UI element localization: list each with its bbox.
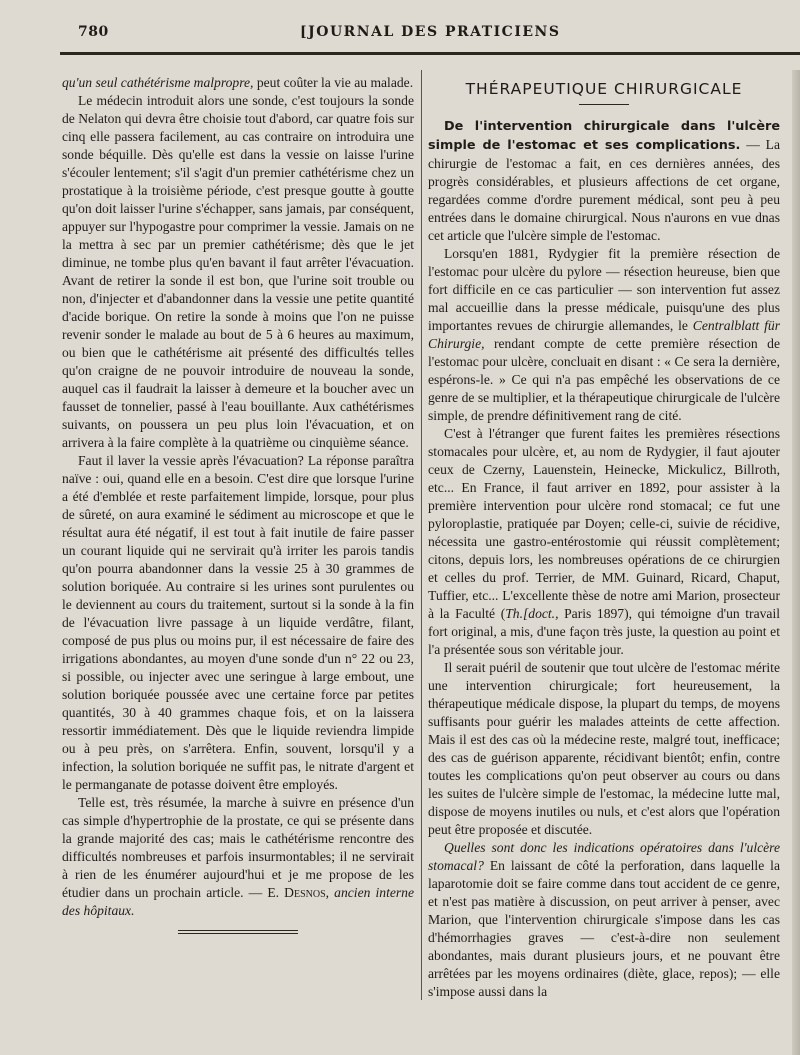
right-paragraph-4: Il serait puéril de soutenir que tout ulcère de l'estomac mérite une intervention chirurgicale; fort heureusement, la thérapeutique médicale dispose, la plupart du temps, de moyens suffisants pour guérir les malades atteints de cette affection. Mais il est des cas où la médecine reste, malgré tout, inefficace; des cas de guérison apparente, récidivant bientôt; enfin, contre toutes les complications qu'on peut observer au cours ou dans les suites de l'ulcère simple de l'estomac, la médecine lutte mal, dispose de moyens inutiles ou nuls, et c'est alors que l'opération peut être proposée et discutée.	[428, 660, 780, 837]
right-paragraph-5	[428, 839, 780, 1001]
right-p5-italic: Quelles sont donc les indications opératoires dans l'ulcère stomacal?	[428, 840, 780, 873]
page-edge-shadow	[792, 70, 800, 1055]
right-paragraph-2	[428, 245, 780, 425]
article-end-rule	[178, 930, 298, 934]
column-divider	[421, 70, 422, 1000]
left-paragraph-1	[62, 74, 414, 92]
journal-title: [JOURNAL DES PRATICIENS	[300, 24, 561, 40]
section-title-rule	[579, 104, 629, 105]
header-rule	[60, 52, 800, 55]
section-title: THÉRAPEUTIQUE CHIRURGICALE	[465, 80, 743, 98]
right-column	[428, 74, 780, 1001]
right-p3-a: C'est à l'étranger que furent faites les premières résections stomacales pour ulcère, et, au nom de Rydygier, il faut ajouter ceux de Czerny, Lauenstein, Heinecke, Mickulicz, Billroth, etc... En France, il faut arriver en 1892, pour assister à la première intervention pour ulcère rond stomacal; ce fut une pyloroplastie, pratiquée par Doyen; celle-ci, suivie de récidive, nécessita une gastro-entérostomie qui réussit complètement; citons, depuis lors, les nombreuses opérations de ce chirurgien et celles du prof. Terrier, de MM. Guinard, Ricard, Chaput, Tuffier, etc... L'excellente thèse de notre ami Marion, prosecteur à la Faculté (	[428, 426, 780, 621]
left-p4-text: Telle est, très résumée, la marche à suivre en présence d'un cas simple d'hypertrophie de la prostate, ce qui se présente dans la grande majorité des cas; mais le cathétérisme rencontre des difficultés nombreuses et parfois insurmontables; il ne servirait à rien de les énumérer aujourd'hui et je me propose de les étudier dans un prochain article. —	[62, 795, 414, 900]
right-p2-b: rendant compte de cette première résection de l'estomac pour ulcère, concluait en disant : « Ce sera la dernière, espérons-le. » Ce qui n'a pas empêché les observations de ce genre de se multiplier, et la thérapeutique chirurgicale de l'ulcère simple, de prendre définitivement rang de cité.	[428, 336, 780, 423]
author-role: ancien interne des hôpitaux.	[62, 885, 414, 918]
journal-reference: Centralblatt für Chirurgie,	[428, 318, 780, 351]
left-p1-italic: qu'un seul cathétérisme malpropre,	[62, 75, 254, 90]
author-name: E. Desnos,	[267, 885, 330, 900]
thesis-reference: Th.[doct.,	[505, 606, 559, 621]
right-p5-rest: En laissant de côté la perforation, dans laquelle la laparotomie doit se faire comme dans tout accident de ce genre, et n'est pas matière à discussion, on peut arriver à penser, avec Marion, que l'intervention chirurgicale s'impose dans les cas d'hémorrhagies graves — c'est-à-dire non seulement abondantes, mais durant plusieurs jours, et ne pouvant être arrêtées par les moyens ordinaires (diète, glace, repos); — elle s'impose aussi dans la	[428, 858, 780, 999]
article-heading: De l'intervention chirurgicale dans l'ulcère simple de l'estomac et ses complications.	[428, 119, 780, 153]
left-p1-rest: peut coûter la vie au malade.	[253, 75, 414, 90]
right-p1-rest: — La chirurgie de l'estomac a fait, en ces dernières années, des progrès considérables, et plusieurs affections de cet organe, regardées comme d'ordre purement médical, sont peu à peu entrées dans le domaine chirurgical. Nous n'aurons en vue dnas cet article que l'ulcère simple de l'estomac.	[428, 137, 780, 243]
page-number: 780	[78, 24, 109, 40]
left-column	[62, 74, 414, 934]
left-paragraph-4	[62, 794, 414, 920]
right-paragraph-1	[428, 117, 780, 245]
page-header	[60, 22, 780, 48]
left-paragraph-2: Le médecin introduit alors une sonde, c'est toujours la sonde de Nelaton qui devra être choisie tout d'abord, car quatre fois sur cinq elle passera facilement, au cas contraire on introduira une sonde béquille. Dès qu'elle est dans la vessie on laisse l'urine s'écouler lentement; s'il s'agit d'un premier cathétérisme chez un prostatique à la troisième période, c'est presque goutte à goutte qu'on doit laisser l'urine s'échapper, sans jamais, par conséquent, appuyer sur l'hypogastre pour comprimer la vessie. Jamais on ne la mettra à sec par un premier cathétérisme; dès que le jet diminue, ne tombe plus qu'en bavant il faut arrêter l'évacuation. Avant de retirer la sonde il est bon, que l'urine soit trouble ou non, d'injecter et d'abandonner dans la vessie une petite quantité d'acide borique. On retire la sonde à moins que l'on ne puisse revenir sonder le malade au bout de 5 à 6 heures au maximum, ou bien que le cathétérisme ait présenté des difficultés telles qu'on craigne de ne pouvoir introduire de nouveau la sonde, auquel cas il faudrait la laisser à demeure et la boucher avec un fausset de tonnelier, passé à l'eau bouillante. Aux cathétérismes suivants, on poussera un peu plus loin l'évacuation, et on arrivera à la faire complète à la quatrième ou cinquième séance.	[62, 93, 414, 450]
left-paragraph-3: Faut il laver la vessie après l'évacuation? La réponse paraîtra naïve : oui, quand elle en a besoin. C'est dire que lorsque l'urine a été d'emblée et reste parfaitement limpide, lorsque, pour plus de sûreté, on aura examiné le sédiment au microscope et que le résultat aura été négatif, il est tout à fait inutile de faire passer un courant liquide qui ne servirait qu'à irriter les parois tandis qu'on pourra abandonner dans la vessie 25 à 30 grammes de solution boriquée. Au contraire si les urines sont purulentes ou le deviennent au cours du traitement, surtout si la sonde à la fin de l'évacuation livre passage à un liquide verdâtre, filant, composé de pus plus ou moins pur, il est nécessaire de faire des irrigations abondantes, au moyen d'une sonde d'un n° 22 ou 23, si possible, ou injecter avec une seringue à large embout, une solution boriquée poussée avec une certaine force par petites quantités, 30 à 40 grammes chaque fois, et on la laissera ressortir immédiatement. Dès que le liquide reviendra limpide ou à peu près, on s'arrêtera. Enfin, souvent, lorsqu'il y a infection, la solution boriquée ne suffit pas, le nitrate d'argent et le permanganate de potasse doivent être employés.	[62, 453, 414, 792]
right-p2-a: Lorsqu'en 1881, Rydygier fit la première résection de l'estomac pour ulcère du pylore — résection heureuse, bien que fort difficile en ce cas particulier — son intervention fut assez mal accueillie dans la presse médicale, puisqu'une des plus importantes revues de chirurgie allemandes, le	[428, 246, 780, 333]
right-p3-b: Paris 1897), qui témoigne d'un travail fort original, a mis, d'une façon très juste, la question au point et l'a présentée sous son véritable jour.	[428, 606, 780, 657]
right-paragraph-3	[428, 425, 780, 659]
